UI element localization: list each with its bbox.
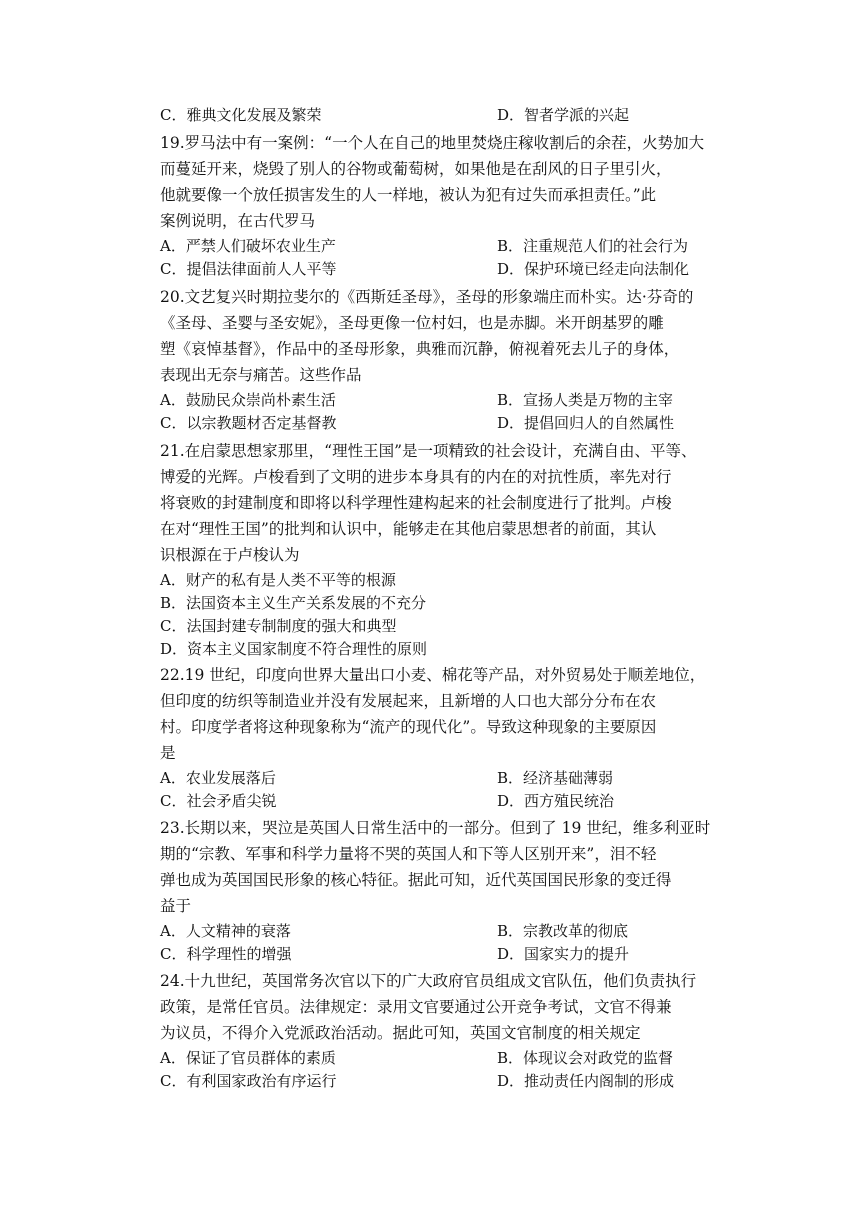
q19-option-b: B．注重规范人们的社会行为 (497, 237, 689, 255)
q20-option-a: A．鼓励民众崇尚朴素生活 (160, 391, 336, 409)
q23-stem-line-4: 益于 (160, 897, 192, 915)
q23-stem-line-3: 弹也成为英国国民形象的核心特征。据此可知，近代英国国民形象的变迁得 (160, 871, 672, 889)
q24-option-d: D．推动责任内阁制的形成 (497, 1072, 675, 1090)
q19-option-d: D．保护环境已经走向法制化 (497, 260, 690, 278)
q21-option-d: D．资本主义国家制度不符合理性的原则 (160, 640, 428, 658)
q23-option-b: B．宗教改革的彻底 (497, 922, 629, 940)
q22-option-d: D．西方殖民统治 (497, 792, 615, 810)
q22-stem-line-1: 22.19 世纪，印度向世界大量出口小麦、棉花等产品，对外贸易处于顺差地位， (160, 666, 706, 684)
q19-stem-line-3: 他就要像一个放任损害发生的人一样地，被认为犯有过失而承担责任。”此 (160, 186, 657, 204)
q22-stem-line-3: 村。印度学者将这种现象称为“流产的现代化”。导致这种现象的主要原因 (160, 718, 657, 736)
q18-option-c: C．雅典文化发展及繁荣 (160, 106, 322, 124)
q21-stem-line-1: 21.在启蒙思想家那里，“理性王国”是一项精致的社会设计，充满自由、平等、 (160, 442, 697, 460)
q20-stem-line-1: 20.文艺复兴时期拉斐尔的《西斯廷圣母》，圣母的形象端庄而朴实。达·芬奇的 (160, 288, 694, 306)
q22-stem-line-2: 但印度的纺织等制造业并没有发展起来，且新增的人口也大部分分布在农 (160, 692, 657, 710)
q19-option-a: A．严禁人们破坏农业生产 (160, 237, 336, 255)
q21-stem-line-4: 在对“理性王国”的批判和认识中，能够走在其他启蒙思想者的前面，其认 (160, 520, 657, 538)
q22-stem-line-4: 是 (160, 744, 176, 762)
q19-stem-line-1: 19.罗马法中有一案例：“一个人在自己的地里焚烧庄稼收割后的余茬，火势加大 (160, 134, 705, 152)
q20-option-b: B．宣扬人类是万物的主宰 (497, 391, 674, 409)
q24-stem-line-3: 为议员，不得介入党派政治活动。据此可知，英国文官制度的相关规定 (160, 1024, 641, 1042)
q21-stem-line-2: 博爱的光辉。卢梭看到了文明的进步本身具有的内在的对抗性质，率先对行 (160, 468, 672, 486)
q21-stem-line-3: 将衰败的封建制度和即将以科学理性建构起来的社会制度进行了批判。卢梭 (160, 494, 672, 512)
q22-option-a: A．农业发展落后 (160, 769, 276, 787)
q22-option-b: B．经济基础薄弱 (497, 769, 614, 787)
q20-option-d: D．提倡回归人的自然属性 (497, 414, 675, 432)
q21-stem-line-5: 识根源在于卢梭认为 (160, 546, 300, 564)
q23-stem-line-2: 期的“宗教、军事和科学力量将不哭的英国人和下等人区别开来”，泪不轻 (160, 845, 657, 863)
q18-option-d: D．智者学派的兴起 (497, 106, 630, 124)
q24-option-c: C．有利国家政治有序运行 (160, 1072, 337, 1090)
q23-option-a: A．人文精神的衰落 (160, 922, 291, 940)
q20-option-c: C．以宗教题材否定基督教 (160, 414, 337, 432)
q20-stem-line-3: 塑《哀悼基督》，作品中的圣母形象，典雅而沉静，俯视着死去儿子的身体， (160, 340, 680, 358)
q24-option-a: A．保证了官员群体的素质 (160, 1049, 336, 1067)
q21-option-c: C．法国封建专制制度的强大和典型 (160, 617, 397, 635)
q21-option-a: A．财产的私有是人类不平等的根源 (160, 571, 396, 589)
q19-stem-line-4: 案例说明，在古代罗马 (160, 212, 316, 230)
q19-stem-line-2: 而蔓延开来，烧毁了别人的谷物或葡萄树，如果他是在刮风的日子里引火， (160, 160, 672, 178)
q20-stem-line-2: 《圣母、圣婴与圣安妮》，圣母更像一位村妇，也是赤脚。米开朗基罗的雕 (160, 314, 664, 332)
q24-stem-line-2: 政策，是常任官员。法律规定：录用文官要通过公开竞争考试，文官不得兼 (160, 998, 672, 1016)
q24-stem-line-1: 24.十九世纪，英国常务次官以下的广大政府官员组成文官队伍，他们负责执行 (160, 972, 697, 990)
q22-option-c: C．社会矛盾尖锐 (160, 792, 277, 810)
q20-stem-line-4: 表现出无奈与痛苦。这些作品 (160, 366, 362, 384)
q19-option-c: C．提倡法律面前人人平等 (160, 260, 337, 278)
q23-option-c: C．科学理性的增强 (160, 945, 292, 963)
q21-option-b: B．法国资本主义生产关系发展的不充分 (160, 594, 427, 612)
q24-option-b: B．体现议会对政党的监督 (497, 1049, 674, 1067)
q23-stem-line-1: 23.长期以来，哭泣是英国人日常生活中的一部分。但到了 19 世纪，维多利亚时 (160, 819, 711, 837)
q23-option-d: D．国家实力的提升 (497, 945, 630, 963)
